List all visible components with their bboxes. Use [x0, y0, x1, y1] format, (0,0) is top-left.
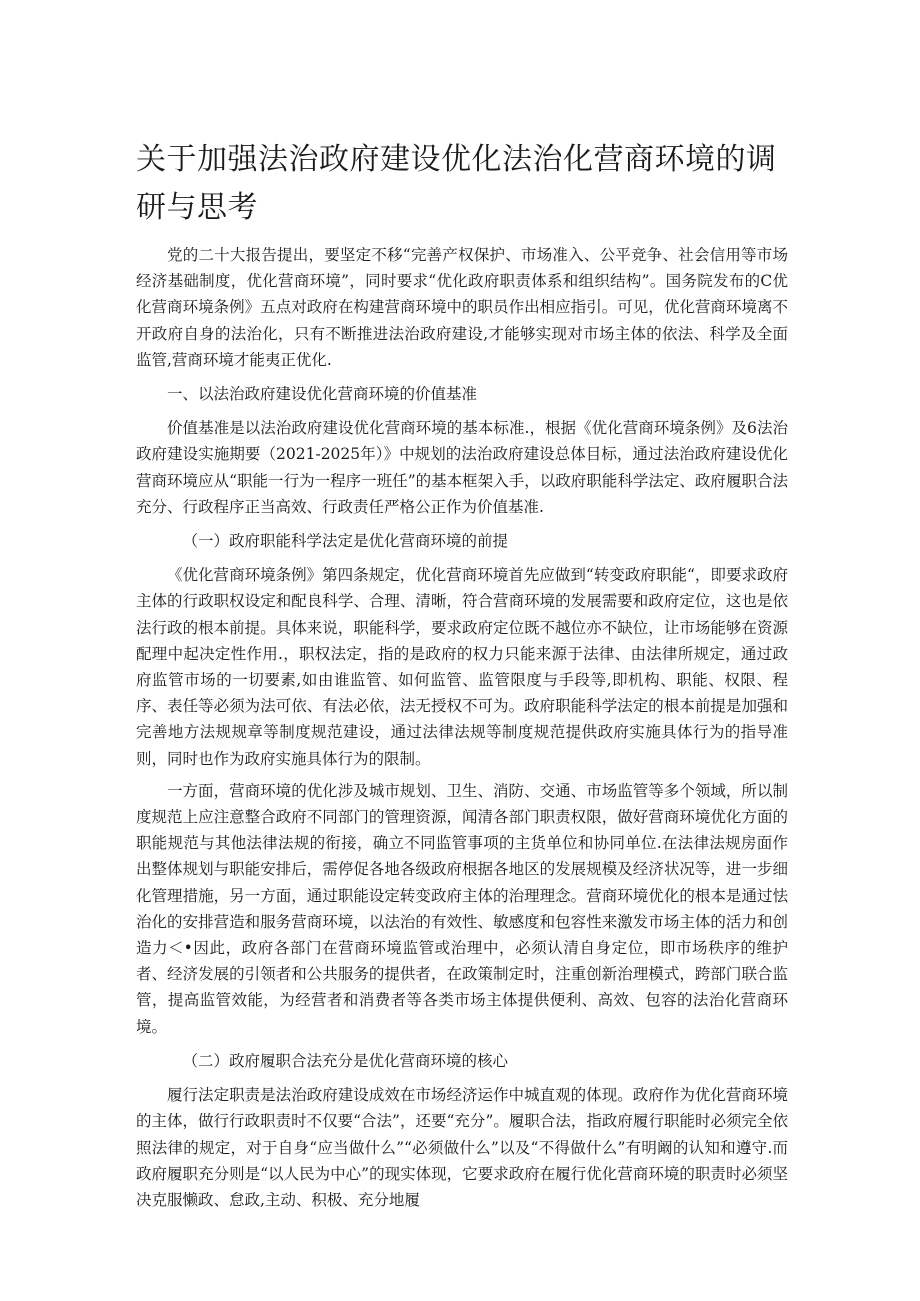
section-heading-value-basis: 一、以法治政府建设优化营商环境的价值基准	[167, 385, 478, 404]
document-body	[136, 242, 788, 1213]
subsection-heading-performance: （二）政府履职合法充分是优化营商环境的核心	[182, 1051, 509, 1070]
value-basis-paragraph: 价值基准是以法治政府建设优化营商环境的基本标准.，根据《优化营商环境条例》及6法治政府建设实施期要（2021-2025年）》中规划的法治政府建设总体目标，通过法治政府建设优化营商环境应从“职能一行为一程序一班任”的基本框架入手，以政府职能科学法定、政府履职合法充分、行政程序正当高效、行政责任严格公正作为价值基准.	[136, 419, 788, 516]
one-hand-paragraph: 一方面，营商环境的优化涉及城市规划、卫生、消防、交通、市场监管等多个领域，所以制度规范上应注意整合政府不同部门的管理资源，闻清各部门职责权限，做好营商环境优化方面的职能规范与其他法律法规的衔接，确立不同监管事项的主货单位和协同单位.在法律法规房面作出整体规划与职能安排后，需停促各地各级政府根据各地区的发展规模及经济状况等，进一步细化管理措施，另一方面，通过职能设定转变政府主体的治理理念。营商环境优化的根本是通过怯治化的安排营造和服务营商环境，以法治的有效性、敏感度和包容性来激发市场主体的活力和创造力＜•因此，政府各部门在营商环境监管或治理中，必须认清自身定位，即市场秩序的维护者、经济发展的引领者和公共服务的提供者，在政策制定时，注重创新治理模式，跨部门联合监管，提高监管效能，为经营者和消费者等各类市场主体提供便利、高效、包容的法治化营商环境。	[136, 781, 788, 1036]
subsection-heading-function: （一）政府职能科学法定是优化营商环境的前提	[182, 532, 509, 551]
document-title: 关于加强法治政府建设优化法治化营商环境的调研与思考	[136, 142, 777, 225]
intro-paragraph: 党的二十大报告提出，要坚定不移“完善产权保护、市场准入、公平竞争、社会信用等市场经济基础制度，优化营商环境”，同时要求“优化政府职责体系和组织结构”。国务院发布的C优化营商环境条例》五点对政府在构建营商环境中的职员作出相应指引。可见，优化营商环境离不开政府自身的法治化，只有不断推进法治政府建设,才能够实现对市场主体的依法、科学及全面监管,营商环境才能夷正优化.	[136, 246, 788, 369]
article-four-paragraph: 《优化营商环境条例》第四条规定，优化营商环境首先应做到“转变政府职能“，即要求政府主体的行政职权设定和配良科学、合理、清晰，符合营商环境的发展需要和政府定位，这也是依法行政的根本前提。具体来说，职能科学，要求政府定位既不越位亦不缺位，让市场能够在资源配理中起决定性作用.，职权法定，指的是政府的权力只能来源于法律、由法律所规定，通过政府监管市场的一切要素,如由谁监管、如何监管、监管限度与手段等,即机构、职能、权限、程序、表任等必须为法可依、有法必依，法无授权不可为。政府职能科学法定的根本前提是加强和完善地方法规规章等制度规范建设，通过法律法规等制度规范提供政府实施具体行为的指导准则，同时也作为政府实施具体行为的限制。	[136, 566, 788, 768]
performance-paragraph: 履行法定职责是法治政府建设成效在市场经济运作中城直观的体现。政府作为优化营商环境的主体，做行行政职责时不仅要“合法”，还要“充分”。履职合法，指政府履行职能时必须完全依照法律的规定，对于自身“应当做什么”“必须做什么”以及“不得做什么”有明阚的认知和遵守.而政府履职充分则是“以人民为中心”的现实体现，它要求政府在履行优化营商环境的职责时必须坚决克服懒政、怠政,主动、积极、充分地履	[136, 1086, 788, 1209]
